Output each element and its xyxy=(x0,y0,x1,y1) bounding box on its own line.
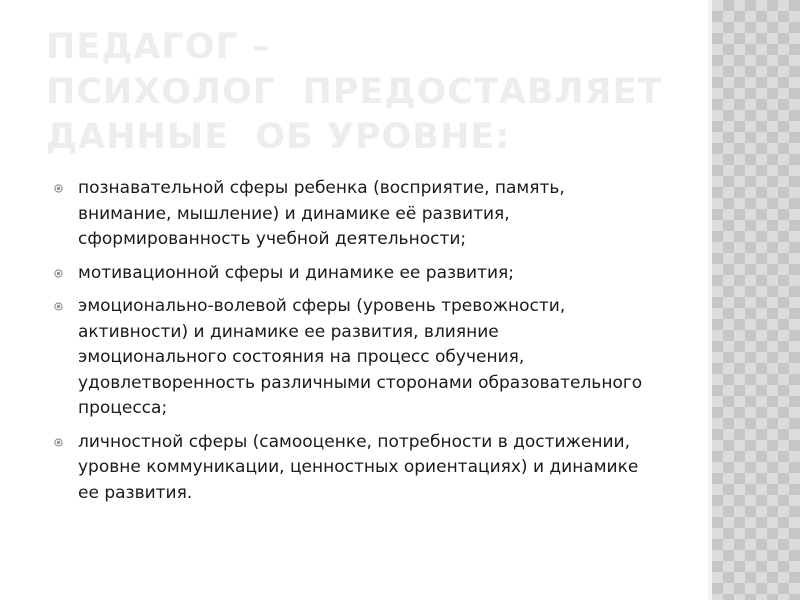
list-item xyxy=(50,294,650,422)
bullet-list xyxy=(50,176,650,514)
bullet-text: эмоционально-волевой сферы (уровень тревожности, активности) и динамике ее развития, влияние эмоционального состояния на процесс обучения, удовлетворенность различными сторонами образовательного процесса; xyxy=(78,296,643,418)
circle-dot-icon xyxy=(54,184,63,193)
circle-dot-icon xyxy=(54,302,63,311)
bullet-text: мотивационной сферы и динамике ее развития; xyxy=(78,262,515,283)
title-line: ПСИХОЛОГ ПРЕДОСТАВЛЯЕТ xyxy=(46,72,663,112)
list-item xyxy=(50,261,650,287)
circle-dot-icon xyxy=(54,438,63,447)
list-item xyxy=(50,176,650,253)
decorative-pattern-panel xyxy=(712,0,800,600)
slide-title xyxy=(46,25,686,160)
bullet-text: познавательной сферы ребенка (восприятие, память, внимание, мышление) и динамике её развития, сформированность учебной деятельности; xyxy=(78,178,565,249)
title-line: ДАННЫЕ ОБ УРОВНЕ: xyxy=(46,117,511,157)
circle-dot-icon xyxy=(54,269,63,278)
bullet-text: личностной сферы (самооценке, потребности в достижении, уровне коммуникации, ценностных ориентациях) и динамике ее развития. xyxy=(78,431,639,503)
list-item xyxy=(50,430,650,507)
title-line: ПЕДАГОГ – xyxy=(46,27,271,67)
